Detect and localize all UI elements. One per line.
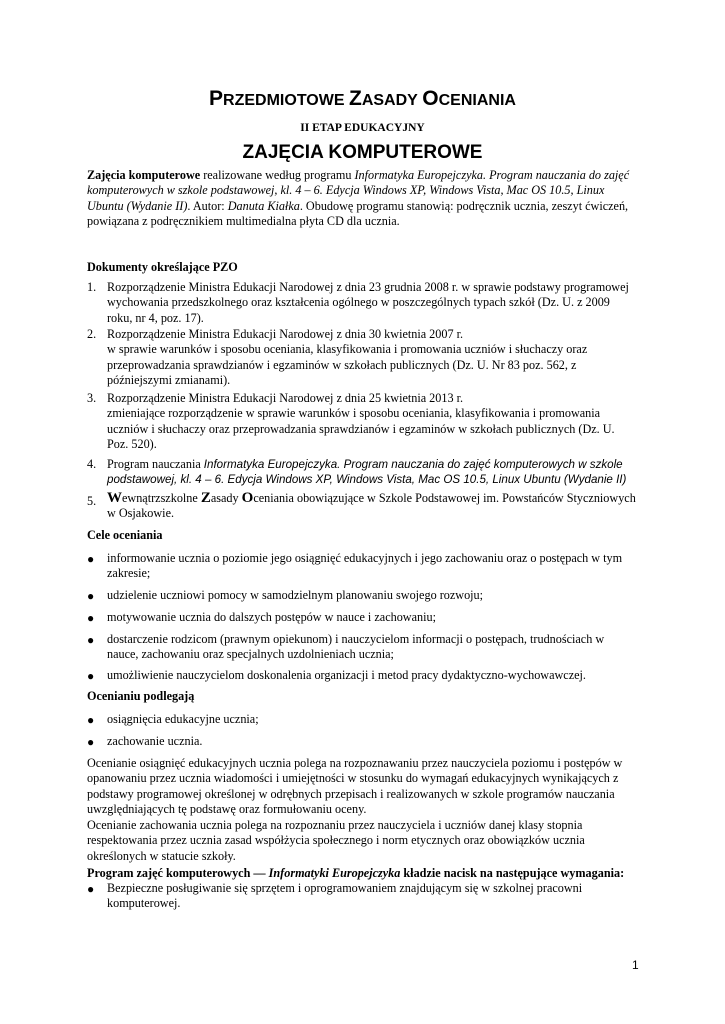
title-word-1: PRZEDMIOTOWE bbox=[209, 87, 345, 110]
doc-item-4: Program nauczania Informatyka Europejczyka. Program nauczania do zajęć komputerowych w szkole podstawowej, kl. 4 – 6. Edycja Windows XP, Windows Vista, Mac OS 10.5, Linux Ubuntu (Wydanie II) bbox=[107, 457, 627, 487]
goal-item-3: motywowanie ucznia do dalszych postępów w nauce i zachowaniu; bbox=[107, 610, 436, 624]
documents-heading: Dokumenty określające PZO bbox=[87, 260, 238, 274]
title-word-2: ZASADY bbox=[348, 87, 418, 110]
doc-item-1: Rozporządzenie Ministra Edukacji Narodowej z dnia 23 grudnia 2008 r. w sprawie podstawy programowej wychowania przedszkolnego oraz kształcenia ogólnego w poszczególnych typach szkół (Dz. U. z 2009 roku, nr 4, poz. 17). bbox=[107, 280, 629, 325]
doc-item-1-number: 1. bbox=[87, 280, 97, 294]
goal-5-bullet: ● bbox=[87, 669, 95, 683]
subject-to-heading: Ocenianiu podlegają bbox=[87, 689, 195, 703]
doc-item-2-number: 2. bbox=[87, 327, 97, 341]
page-number: 1 bbox=[632, 958, 639, 972]
subject-2-bullet: ● bbox=[87, 735, 95, 749]
subject-title: ZAJĘCIA KOMPUTEROWE bbox=[242, 142, 483, 163]
subject-1-bullet: ● bbox=[87, 713, 95, 727]
goal-3-bullet: ● bbox=[87, 611, 95, 625]
doc-item-5: Wewnątrzszkolne Zasady Oceniania obowiązujące w Szkole Podstawowej im. Powstańców Styczniowych w Osjakowie. bbox=[107, 490, 636, 521]
doc-item-3-number: 3. bbox=[87, 391, 97, 405]
behaviour-paragraph: Ocenianie zachowania ucznia polega na rozpoznaniu przez nauczyciela i uczniów danej klasy stopnia respektowania przez ucznia zasad współżycia społecznego i norm etycznych oraz obowiązków ucznia określonych w statucie szkoły. bbox=[87, 818, 585, 863]
doc-item-3: Rozporządzenie Ministra Edukacji Narodowej z dnia 25 kwietnia 2013 r. zmieniające rozporządzenie w sprawie warunków i sposobu oceniania, klasyfikowania i promowania uczniów i słuchaczy oraz przeprowadzania sprawdzianów i egzaminów w szkołach publicznych (Dz. U. Poz. 520). bbox=[107, 391, 615, 452]
goals-heading: Cele oceniania bbox=[87, 528, 163, 542]
doc-item-2: Rozporządzenie Ministra Edukacji Narodowej z dnia 30 kwietnia 2007 r. w sprawie warunków i sposobu oceniania, klasyfikowania i promowania uczniów i słuchaczy oraz przeprowadzania sprawdzianów i egzaminów w szkołach publicznych (Dz. U. Nr 83 poz. 562, z późniejszymi zmianami). bbox=[107, 327, 588, 388]
goal-item-5: umożliwienie nauczycielom doskonalenia organizacji i metod pracy dydaktyczno-wychowawczej. bbox=[107, 668, 586, 682]
intro-paragraph: Zajęcia komputerowe realizowane według programu Informatyka Europejczyka. Program nauczania do zajęć komputerowych w szkole podstawowej, kl. 4 – 6. Edycja Windows XP, Windows Vista, Mac OS 10.5, Linux Ubuntu (Wydanie II). Autor: Danuta Kiałka. Obudowę programu stanowią: podręcznik ucznia, zeszyt ćwiczeń, powiązana z podręcznikiem multimedialna płyta CD dla ucznia. bbox=[87, 168, 630, 229]
requirement-item-1: Bezpieczne posługiwanie się sprzętem i oprogramowaniem znajdującym się w szkolnej pracowni komputerowej. bbox=[107, 881, 583, 911]
title-word-3: OCENIANIA bbox=[422, 87, 516, 110]
goal-item-4: dostarczenie rodzicom (prawnym opiekunom) i nauczycielom informacji o postępach, trudnościach w nauce, zachowaniu oraz specjalnych uzdolnieniach ucznia; bbox=[107, 632, 605, 662]
subject-item-1: osiągnięcia edukacyjne ucznia; bbox=[107, 712, 259, 726]
requirement-1-bullet: ● bbox=[87, 882, 95, 896]
requirements-heading: Program zajęć komputerowych — Informatyki Europejczyka kładzie nacisk na następujące wymagania: bbox=[87, 866, 625, 880]
subject-item-2: zachowanie ucznia. bbox=[107, 734, 203, 748]
goal-item-1: informowanie ucznia o poziomie jego osiągnięć edukacyjnych i jego zachowaniu oraz o postępach w tym zakresie; bbox=[107, 551, 623, 581]
doc-item-5-number: 5. bbox=[87, 494, 97, 508]
stage-subtitle: II ETAP EDUKACYJNY bbox=[300, 122, 425, 134]
achievements-paragraph: Ocenianie osiągnięć edukacyjnych ucznia polega na rozpoznawaniu przez nauczyciela poziomu i postępów w opanowaniu przez ucznia wiadomości i umiejętności w stosunku do wymagań edukacyjnych wynikających z podstawy programowej określonej w odrębnych przepisach i realizowanych w szkole programów nauczania uwzględniających tę podstawę oraz formułowaniu oceny. bbox=[87, 756, 623, 817]
doc-item-4-number: 4. bbox=[87, 457, 97, 471]
goal-1-bullet: ● bbox=[87, 552, 95, 566]
page-title bbox=[0, 87, 725, 111]
goal-4-bullet: ● bbox=[87, 633, 95, 647]
goal-2-bullet: ● bbox=[87, 589, 95, 603]
goal-item-2: udzielenie uczniowi pomocy w samodzielnym planowaniu swojego rozwoju; bbox=[107, 588, 484, 602]
